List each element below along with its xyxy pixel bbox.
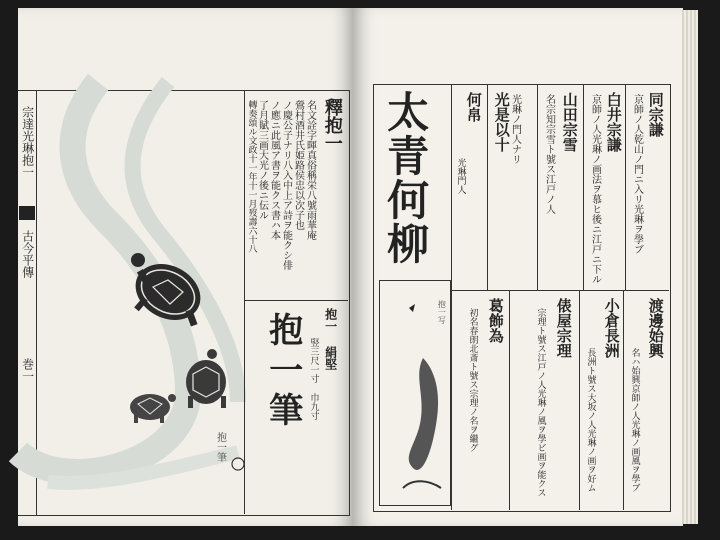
title-divider	[451, 84, 452, 510]
upper-lower-divider	[451, 290, 669, 291]
lower-entry-name-4: 葛飾為	[486, 298, 505, 343]
lower-entry-name-1: 渡邊始興	[646, 298, 665, 358]
signature-box-size: 竪三尺一寸 巾九寸	[308, 338, 319, 420]
bio-column-2: 鶯村酒井氏姫路侯忠以次子也	[292, 100, 304, 230]
bio-column-1: 名文詮字暉真俗稱栄八號雨華庵	[304, 100, 316, 240]
lower-entry-name-3: 俵屋宗理	[554, 298, 573, 358]
signature-box-label: 抱一 絹堅	[323, 308, 338, 370]
left-page	[18, 8, 353, 526]
right-page	[353, 8, 683, 526]
entry-name-5: 何帛	[464, 92, 483, 122]
entry-text-2: 京師ノ人光琳ノ画法ヲ慕ヒ後ニ江戸ニ下ル	[589, 94, 601, 284]
entry-text-3: 名宗知宗雪ト號ス江戸ノ人	[543, 94, 555, 214]
bio-column-6: 轉奏頌ル文政十一年十一月歿壽六十八	[246, 100, 257, 253]
lower-entry-text-2: 長洲ト號ス大坂ノ人光琳ノ画ヲ好ム	[585, 348, 596, 492]
page-edge-stack	[682, 10, 698, 524]
bio-column-3: ノ慶公子ナリ八入中上ア詩ヲ能クシ俳	[280, 100, 292, 270]
bio-name: 釋抱一	[321, 98, 343, 152]
signature-calligraphy: 抱一筆	[262, 312, 303, 432]
running-head-marker	[19, 206, 35, 220]
bio-column-5: 了月賦三画大光ノ後ニ伝ル	[256, 100, 268, 220]
lower-rule-1	[623, 290, 624, 510]
lower-entry-text-4: 初名春朗北斎ト號ス宗理ノ名ヲ繼グ	[467, 308, 478, 452]
painting-signature: 抱一筆	[214, 432, 226, 462]
bio-divider	[244, 300, 348, 301]
inset-caption: 抱一写	[437, 300, 447, 324]
lower-rule-3	[509, 290, 510, 510]
lower-rule-2	[579, 290, 580, 510]
entry-text-1: 京師ノ人乾山ノ門ニ入リ光琳ヲ學ブ	[631, 94, 643, 254]
entry-name-1: 同宗謙	[646, 92, 665, 137]
entry-name-3: 山田宗雪	[560, 92, 579, 152]
lower-entry-text-1: 名ハ始興京師ノ人光琳ノ画風ヲ學ブ	[629, 348, 640, 492]
lower-entry-text-3: 宗理ト號ス江戸ノ人光琳ノ風ヲ學ビ画ヲ能クス	[535, 308, 546, 497]
entry-rule-1	[625, 84, 626, 290]
big-calligraphy-title: 太青何柳	[381, 90, 431, 266]
painting-seal-icon	[232, 458, 244, 470]
entry-rule-2	[583, 84, 584, 290]
entry-name-4: 光是以十	[492, 92, 511, 152]
bio-column-4: ノ應ニ此風ア書ヲ能クス書ハ本	[268, 100, 280, 240]
section-label: 古今平傳	[20, 230, 35, 278]
lower-entry-name-2: 小倉長洲	[602, 298, 621, 358]
entry-text-4: 光琳ノ門人ナリ	[509, 94, 521, 164]
running-head: 宗達光琳抱一	[20, 106, 35, 178]
entry-text-5: 光琳門人	[455, 158, 466, 194]
entry-rule-4	[487, 84, 488, 290]
entry-rule-3	[537, 84, 538, 290]
entry-name-2: 白井宗謙	[604, 92, 623, 152]
volume-label: 巻一	[20, 358, 35, 382]
large-turtle-icon	[126, 253, 210, 331]
